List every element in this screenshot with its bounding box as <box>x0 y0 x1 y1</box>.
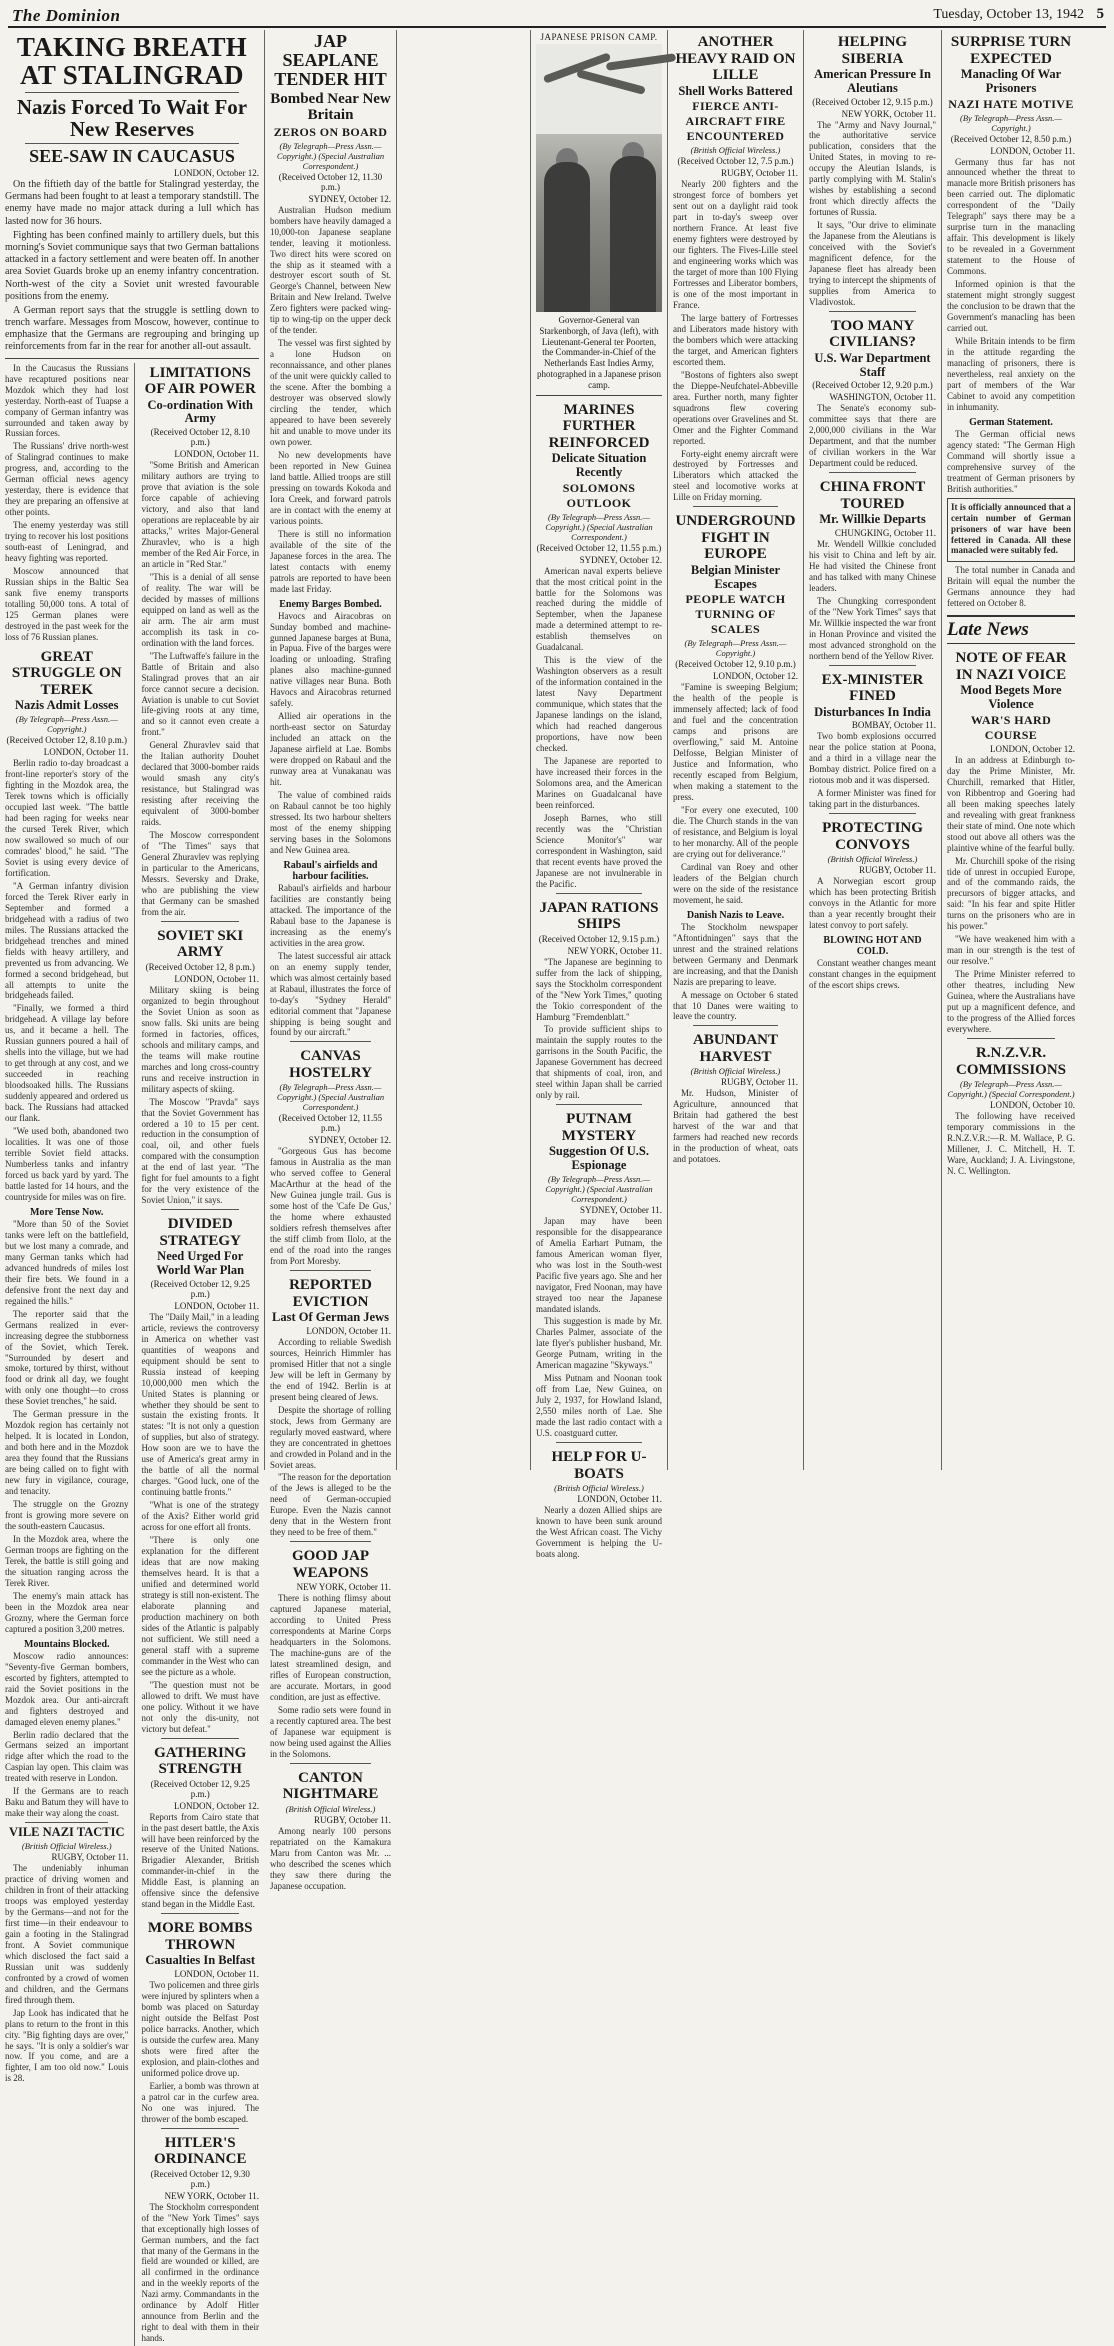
article-deck: PEOPLE WATCH TURNING OF SCALES <box>685 592 786 637</box>
dateline: LONDON, October 11. <box>174 449 260 460</box>
dateline: LONDON, October 11. <box>577 1494 662 1505</box>
article-paragraph: Joseph Barnes, who still recently was the "Christian Science Monitor's" war correspondent in Washington, said that recent events have proved the Japanese are not invulnerable in the Pacific. <box>536 812 662 889</box>
article-paragraph: The total number in Canada and Britain will equal the number the Germans announce they had fettered on October 8. <box>947 565 1075 609</box>
photo-title: JAPANESE PRISON CAMP. <box>540 32 658 42</box>
article-paragraph: This suggestion is made by Mr. Charles Palmer, associate of the late flyer's publisher husband, Mr. George Putnam, writing in the American magazine "Skyways." <box>536 1316 662 1371</box>
prison-camp-photo <box>536 44 662 312</box>
dateline: SYDNEY, October 12. <box>579 554 662 565</box>
article-paragraph: No new developments have been reported in New Guinea land battle. Allied troops are still pressing on towards Kokoda and Iora Creek, and forward patrols are in contact with the enemy at various points. <box>270 449 391 526</box>
article-subheadline: Shell Works Battered <box>678 83 793 98</box>
article-paragraph: "We have weakened him with a man in our strength is the test of our resolve." <box>947 934 1075 967</box>
article-paragraph: Berlin radio declared that the Germans seized an important ridge after which the road to the Caspian lay open. This claim was treated with reserve in London. <box>5 1729 129 1784</box>
credit-line: (By Telegraph—Press Assn.—Copyright.) <box>684 638 787 659</box>
article-headline: HITLER'S ORDINANCE <box>153 2134 247 2168</box>
article-paragraph: "Bostons of fighters also swept the Dieppe-Neufchatel-Abbeville area. Further north, many fighter squadrons flew covering operations over Gravelines and St. Omer and the Fighter Command reported. <box>673 369 798 446</box>
received-line: (Received October 12, 9.20 p.m.) <box>812 380 933 391</box>
article-paragraph: The enemy's main attack has been in the Mozdok area near Grozny, where the German force captured a position 3,200 metres. <box>5 1590 129 1634</box>
dateline: RUGBY, October 11. <box>721 168 798 179</box>
late-news-banner: Late News <box>947 615 1075 644</box>
article-subheadline: Bombed Near New Britain <box>270 90 391 124</box>
lead-subcolumn <box>141 363 259 2346</box>
received-line: (Received October 12, 9.15 p.m.) <box>812 96 933 107</box>
article-paragraph: Among nearly 100 persons repatriated on the Kamakura Maru from Canton was Mr. ... who described the scenes which they saw there during the Japanese occupation. <box>270 1825 391 1891</box>
received-line: (Received October 12, 7.5 p.m.) <box>677 156 794 167</box>
article-subheadline: Manacling Of War Prisoners <box>960 67 1062 95</box>
article-paragraph: "Famine is sweeping Belgium; the health of the people is immensely affected; lack of food and fuel and the concentration camps and prisons are overflowing," said M. Antoine Delfosse, Belgian Minister of Justice and Information, who recently escaped from Belgium, when making a statement to the press. <box>673 682 798 803</box>
column-3 <box>265 30 396 1891</box>
credit-line: (By Telegraph—Press Assn.—Copyright.) (Special Australian Correspondent.) <box>276 1082 385 1113</box>
article-paragraph: Japan may have been responsible for the disappearance of Amelia Earhart Putnam, the famous American woman flyer, who was lost in the South-west Pacific five years ago. She and her navigator, Fred Noonan, may have strayed too near the Japanese mandated islands. <box>536 1215 662 1314</box>
article-headline: JAPAN RATIONS SHIPS <box>539 899 659 933</box>
article-headline: NOTE OF FEAR IN NAZI VOICE <box>955 650 1067 683</box>
article-paragraph: A former Minister was fined for taking part in the disturbances. <box>809 788 936 810</box>
dateline: LONDON, October 10. <box>990 1100 1075 1111</box>
article-paragraph: The undeniably inhuman practice of driving women and children in front of their attacking troops was employed yesterday by the Germans—and not for the first time—in their endeavour to gain a footing in the Stalingrad front. A Soviet communique which disclosed the fact said a Russian unit was suddenly confronted by a crowd of women and children, and the Germans fired through them. <box>5 1863 129 2005</box>
dateline: LONDON, October 11. <box>174 1300 260 1311</box>
article-headline: SURPRISE TURN EXPECTED <box>950 34 1072 67</box>
article-paragraph: American naval experts believe that the most critical point in the battle for the Solomons was reached during the middle of September, when the Japanese made a determined attempt to re-establish themselves on Guadalcanal. <box>536 565 662 653</box>
article-paragraph: If the Germans are to reach Baku and Batum they will have to make their way along the coast. <box>5 1786 129 1819</box>
article-headline: HELPING SIBERIA <box>837 34 908 67</box>
official-announcement-box <box>947 498 1075 563</box>
article-paragraph: The reporter said that the Germans realized in ever-increasing degree the stubborness of the Soviet, which Terek. "Surrounded by desert and smoke, tortured by thirst, without food or drink all day, we fought with only one thought—to cross these Soviet trenches," he said. <box>5 1308 129 1407</box>
article-subheadline: Mr. Willkie Departs <box>819 512 926 527</box>
credit-line: (By Telegraph—Press Assn.—Copyright.) (Special Australian Correspondent.) <box>276 140 385 171</box>
article-paragraph: The "Daily Mail," in a leading article, reviews the controversy in America on whether vast quantities of weapons and equipment should be sent to Russia instead of keeping 10,000,000 men which the United States is planning or whether they should be sent to sustain the existing fronts. It states: "It is not only a question of supplies, but also of strategy. How soon are we to have the use of America's great army in the battle of all the normal charges. "Good luck, one of the continuing battle fronts." <box>141 1311 260 1498</box>
article-paragraph: Havocs and Airacobras on Sunday bombed and machine-gunned Japanese barges at Buna, in Papua. Five of the barges were loading or unloading. Strafing planes also machine-gunned native villages near Buna. Both Havocs and Airacobras returned safely. <box>270 610 391 709</box>
photo-caption: Governor-General van Starkenborgh, of Java (left), with Lieutenant-General ter Poorten, the Commander-in-Chief of the Netherlands East Indies Army, photographed in a Japanese prison camp. <box>537 315 661 390</box>
article-headline: R.N.Z.V.R. COMMISSIONS <box>955 1045 1067 1078</box>
dateline: LONDON, October 11. <box>306 1325 391 1336</box>
article-paragraph: Two bomb explosions occurred near the police station at Poona, and a third in a village near the Bombay district. Police fired on a riotous mob and it was dispersed. <box>809 731 936 786</box>
article-paragraph: Some radio sets were found in a recently captured area. The best of Japanese war equipment is now being used against the Allies in the Solomons. <box>270 1704 391 1759</box>
dateline: RUGBY, October 11. <box>51 1852 129 1863</box>
article-subheadline: U.S. War Department Staff <box>814 350 931 379</box>
article-paragraph: "For every one executed, 100 die. The Church stands in the van of resistance, and Belgium is loyal to her monarchy. All of the people are crying out for deliverance." <box>673 805 798 859</box>
received-line: (Received October 12, 9.10 p.m.) <box>675 659 796 670</box>
article-paragraph: The Russians' drive north-west of Stalingrad continues to make progress, and, according to the German official news agency yesterday, there is evidence that they are preparing an offensive at other points. <box>5 441 129 518</box>
received-line: (Received October 12, 8 p.m.) <box>145 961 255 972</box>
article-headline: CANVAS HOSTELRY <box>289 1048 372 1081</box>
announcement-text: It is officially announced that a certain number of German prisoners of war have been fettered in Canada. All these manacled were suitably fed. <box>951 501 1071 556</box>
article-paragraph: The vessel was first sighted by a lone Hudson on reconnaissance, and other planes of the unit were quickly called to the scene. After the bombing a destroyer was observed slowly circling the tender, which appeared to have been severely hit and unable to move under its own power. <box>270 338 391 448</box>
article-headline: GREAT STRUGGLE ON TEREK <box>11 648 122 698</box>
lead-headline: TAKING BREATH AT STALINGRAD <box>16 32 248 90</box>
section-subhead: Enemy Barges Bombed. <box>279 598 382 610</box>
lead-paragraph: Fighting has been confined mainly to artillery duels, but this morning's Soviet communique says that two German battalions attacked in a factory settlement and were beaten off. In another area Soviet Guards broke up an enemy infantry concentration. North-west of the city a Soviet unit wrested favourable positions from the enemy. <box>5 229 259 302</box>
article-subheadline: American Pressure In Aleutians <box>814 67 931 95</box>
section-subhead: Mountains Blocked. <box>23 1638 110 1650</box>
credit-line: (British Official Wireless.) <box>554 1483 644 1494</box>
section-subhead: German Statement. <box>969 416 1053 428</box>
article-subheadline: Suggestion Of U.S. Espionage <box>548 1144 650 1173</box>
article-paragraph: "This is a denial of all sense of reality. The war will be decided by masses of millions equipped on land as well as the air arm. The air arm must accomplish its task in co-ordination with the land forces. <box>141 571 260 648</box>
article-subheadline: Need Urged For World War Plan <box>156 1249 245 1278</box>
newspaper-title: The Dominion <box>12 6 121 25</box>
article-paragraph: Mr. Wendell Willkie concluded his visit to China and left by air. He had visited the Chinese front and has talked with many Chinese leaders. <box>809 539 936 593</box>
article-headline: JAP SEAPLANE TENDER HIT <box>274 31 387 89</box>
article-paragraph: There is still no information available of the site of the Japanese forces in the area. The latest contacts with enemy patrols are reported to have been made last Friday. <box>270 528 391 594</box>
article-headline: CHINA FRONT TOURED <box>819 479 926 512</box>
article-paragraph: In the Caucasus the Russians have recaptured positions near Mozdok which they had lost yesterday. North-east of Tuapse a company of German infantry was surrounded and taken away by Russian forces. <box>5 362 129 439</box>
article-subheadline: Delicate Situation Recently <box>551 451 647 479</box>
article-paragraph: Rabaul's airfields and harbour facilities are constantly being attacked. The importance of the Rabaul base to the Japanese is increasing as the enemy's activities in the area grow. <box>270 882 391 948</box>
credit-line: (By Telegraph—Press Assn.—Copyright.) <box>15 714 118 735</box>
dateline: NEW YORK, October 11. <box>164 2190 260 2201</box>
article-deck: WAR'S HARD COURSE <box>970 712 1052 742</box>
received-line: (Received October 12, 11.55 p.m.) <box>278 1113 383 1134</box>
section-subhead: More Tense Now. <box>30 1206 104 1218</box>
article-paragraph: Allied air operations in the north-east sector on Saturday included an attack on the Japanese airfield at Lae. Bombs were dropped on Rabaul and the runway area at Vunakanau was hit. <box>270 711 391 788</box>
article-paragraph: The Moscow "Pravda" says that the Soviet Government has ordered a 10 to 15 per cent. reduction in the consumption of coal, oil, and other fuels compared with the consumption at the end of last year. "The fight for fuel amounts to a fight for the very existence of the Soviet Union," it says. <box>141 1096 260 1206</box>
article-paragraph: Constant weather changes meant constant changes in the equipment of the escort ships crews. <box>809 958 936 990</box>
page-edge <box>1081 30 1114 1470</box>
column-6 <box>804 30 941 1470</box>
article-paragraph: The Senate's economy sub-committee says that there are 2,000,000 civilians in the War Department, and that the number of civilian workers in the War Department could be reduced. <box>809 403 936 469</box>
article-paragraph: Mr. Hudson, Minister of Agriculture, announced that Britain had gathered the best harvest of the war and that farmers had reached new records in the production of wheat, oats and potatoes. <box>673 1088 798 1165</box>
article-headline: VILE NAZI TACTIC <box>8 1825 125 1840</box>
article-paragraph: Military skiing is being organized to begin throughout the Soviet Union as soon as snow falls. Ski units are being formed in factories, offices, schools and military camps, and the teams will make routine marches and long cross-country runs and receive instruction in military aspects of skiing. <box>141 984 260 1094</box>
dateline: WASHINGTON, October 11. <box>829 392 936 403</box>
dateline: CHUNGKING, October 11. <box>834 528 936 539</box>
credit-line: (British Official Wireless.) <box>21 1841 112 1852</box>
article-paragraph: Australian Hudson medium bombers have heavily damaged a 10,000-ton Japanese seaplane tender, leaving it motionless. Two direct hits were scored on the ship as it steamed with a destroyer escort south of St. George's Channel, between New Britain and New Ireland. Twelve Zero fighters were packed wing-tip to wing-tip on the upper deck of the tender. <box>270 204 391 336</box>
article-paragraph: The German official news agency stated: "The German High Command will shortly issue a comprehensive survey of the treatment of German prisoners by British authorities." <box>947 428 1075 494</box>
article-subheadline: Disturbances In India <box>814 704 931 719</box>
column-4 <box>531 30 667 1560</box>
article-paragraph: "We used both, abandoned two localities. It was one of those terrible Soviet field attacks. Numberless tanks and infantry forced us back yard by yard. The battle lasted for 14 hours, and the countryside for miles was on fire. <box>5 1126 129 1202</box>
article-paragraph: Miss Putnam and Noonan took off from Lae, New Guinea, on July 2, 1937, for Howland Island, 2,550 miles north of Lae. She made the last radio contact with a U.S. coastguard cutter. <box>536 1373 662 1439</box>
article-paragraph: Moscow radio announces: "Seventy-five German bombers, escorted by fighters, attempted to raid the Soviet positions in the Mozdok area. Our anti-aircraft and fighters destroyed and damaged eleven enemy planes." <box>5 1650 129 1727</box>
article-headline: MORE BOMBS THROWN <box>147 1920 253 1953</box>
article-paragraph: The latest successful air attack on an enemy supply tender, which was almost certainly based at Rabaul, illustrates the force of to-day's "Sydney Herald" editorial comment that "Japanese shipping is being sought and found by our aircraft." <box>270 950 391 1038</box>
article-paragraph: "More than 50 of the Soviet tanks were left on the battlefield, but we lost many a comrade, and many German tanks which had advanced hundreds of miles lost their fire bets. We found in a defensive front the next day and regained the hills." <box>5 1218 129 1306</box>
article-deck: NAZI HATE MOTIVE <box>948 96 1074 111</box>
article-paragraph: The Chungking correspondent of the "New York Times" says that Mr. Willkie inspected the war front in Honan Province and visited the most advanced stronghold on the northern bend of the Yellow River. <box>809 595 936 661</box>
issue-date: Tuesday, October 13, 1942 <box>933 7 1084 22</box>
lead-subcolumn <box>5 363 128 2346</box>
article-headline: REPORTED EVICTION <box>289 1277 372 1310</box>
article-headline: ANOTHER HEAVY RAID ON LILLE <box>675 34 796 83</box>
article-subheadline: Last Of German Jews <box>272 1310 389 1325</box>
lead-story-column <box>0 30 264 2344</box>
article-paragraph: Forty-eight enemy aircraft were destroyed by Fortresses and Liberators which attacked the steel and locomotive works at Lille on Friday morning. <box>673 448 798 503</box>
dateline: LONDON, October 12. <box>174 168 259 179</box>
article-paragraph: "The Luftwaffe's failure in the Battle of Britain and also Stalingrad proves that an air force cannot secure a decision. Aviation is unable to cut Soviet life-giving roots at any time, and so it cannot even create a front." <box>141 650 260 738</box>
article-paragraph: Berlin radio to-day broadcast a front-line reporter's story of the fighting in the Mozdok area, the Terek towns which is officially occupied last week. "The battle had been raging for weeks near the cursed Terek River, which now swallowed so much of our comrades' blood," he said. "The Soviet is using every device of fortification. <box>5 758 129 878</box>
article-paragraph: The Japanese are reported to have increased their forces in the Solomons area, and the American Marines on Guadalcanal have been reinforced. <box>536 756 662 810</box>
section-subhead: BLOWING HOT AND COLD. <box>823 935 922 958</box>
article-paragraph: Informed opinion is that the statement might strongly suggest the conclusion to be drawn that the Government's manacling has been carried out. <box>947 279 1075 334</box>
article-paragraph: The large battery of Fortresses and Liberators made history with the bombers which were attacking the target, and American fighters escorted them. <box>673 312 798 367</box>
article-paragraph: There is nothing flimsy about captured Japanese material, according to United Press correspondents at Marine Corps headquarters in the Solomons. The machine-guns are of the latest streamlined design, and rifles of European construction, are accurate. Mortars, in good condition, are just as effective. <box>270 1593 391 1703</box>
dateline: BOMBAY, October 11. <box>851 720 936 731</box>
article-headline: SOVIET SKI ARMY <box>157 927 244 961</box>
lead-paragraph: On the fiftieth day of the battle for Stalingrad yesterday, the Germans had been fought to at least a temporary standstill. The enemy have made no major attack during a lull which has lasted now for 36 hours. <box>5 179 259 227</box>
article-headline: GATHERING STRENGTH <box>154 1744 247 1778</box>
credit-line: (British Official Wireless.) <box>827 854 918 865</box>
article-paragraph: Two policemen and three girls were injured by splinters when a bomb was placed on Saturday night outside the Belfast Post police barracks. Another, which is outside the curfew area. Many shots were fired after the explosion, and plain-clothes and uniformed police drove up. <box>141 1980 260 2078</box>
article-headline: DIVIDED STRATEGY <box>159 1216 241 1249</box>
column-7 <box>942 30 1080 1470</box>
dateline: NEW YORK, October 11. <box>567 945 662 956</box>
article-paragraph: While Britain intends to be firm in the attitude regarding the manacling of prisoners, there is nevertheless, real anxiety on the part of members of the War Cabinet to avoid any competition in inhumanity. <box>947 336 1075 412</box>
dateline: LONDON, October 11. <box>174 973 260 984</box>
masthead <box>8 4 1106 28</box>
received-line: (Received October 12, 9.25 p.m.) <box>150 1778 250 1799</box>
article-paragraph: The Stockholm newspaper "Aftontidningen" says that the unrest and the strained relations between Germany and Denmark are increasing, and that the Danish Nazis are preparing to leave. <box>673 921 798 987</box>
article-headline: CANTON NIGHTMARE <box>282 1769 379 1803</box>
article-paragraph: Nearly a dozen Allied ships are known to have been sunk around the West African coast. The Vichy Government is helping the U-boats along. <box>536 1505 662 1560</box>
article-paragraph: "Gorgeous Gus has become famous in Australia as the man who served coffee to General MacArthur at the head of the New Guinea jungle trail. Gus is some host of the 'Cafe De Gus,' the home where exhausted soldiers refresh themselves after the stiff climb from Ilolo, at the end of the road into the ranges from Port Moresby. <box>270 1146 391 1267</box>
article-subheadline: Co-ordination With Army <box>147 397 253 426</box>
article-paragraph: "The Japanese are beginning to suffer from the lack of shipping, says the Stockholm correspondent of the "New York Times," quoting the Tokio correspondent of the Hamburg "Fremdenblatt." <box>536 956 662 1022</box>
column-5 <box>668 30 803 1470</box>
dateline: LONDON, October 11. <box>990 145 1075 156</box>
article-headline: PUTNAM MYSTERY <box>561 1111 637 1144</box>
credit-line: (British Official Wireless.) <box>690 145 781 156</box>
article-paragraph: In an address at Edinburgh to-day the Prime Minister, Mr. Churchill, remarked that Hitler, von Ribbentrop and Goering had all been making speeches lately and revealing with great frankness their state of mind. One note which stood out above all others was the plaintive whine of the fearful bully. <box>947 754 1075 853</box>
dateline: SYDNEY, October 12. <box>308 1135 391 1146</box>
dateline: LONDON, October 12. <box>174 1800 260 1811</box>
page-number: 5 <box>1096 6 1104 22</box>
dateline: RUGBY, October 11. <box>859 865 936 876</box>
article-paragraph: The struggle on the Grozny front is growing more severe on the south-eastern Caucasus. <box>5 1499 129 1532</box>
article-paragraph: The Moscow correspondent of "The Times" says that General Zhuravlev was replying in particular to the Americans, Messrs. Seversky and Drake, who are publishing the view that Germany can be smashed from the air. <box>141 830 260 917</box>
article-headline: LIMITATIONS OF AIR POWER <box>144 364 256 398</box>
article-paragraph: To provide sufficient ships to maintain the supply routes to the garrisons in the South Pacific, the Japanese Government has decreed that shipments of coal, iron, and steel within Japan shall be carried only by rail. <box>536 1024 662 1101</box>
article-headline: GOOD JAP WEAPONS <box>291 1548 370 1581</box>
credit-line: (British Official Wireless.) <box>690 1066 781 1077</box>
received-line: (Received October 12, 8.10 p.m.) <box>6 735 127 746</box>
article-headline: PROTECTING CONVOYS <box>822 820 923 853</box>
received-line: (Received October 12, 11.55 p.m.) <box>536 542 662 553</box>
article-subheadline: Casualties In Belfast <box>145 1953 256 1968</box>
article-paragraph: The Prime Minister referred to other theatres, including New Guinea, where the Australians have put up a magnificent defence, and to the progress of the Allied forces everywhere. <box>947 969 1075 1035</box>
article-paragraph: A message on October 6 stated that 10 Danes were waiting to leave the country. <box>673 989 798 1022</box>
received-line: (Received October 12, 11.30 p.m.) <box>278 171 383 192</box>
article-paragraph: Cardinal van Roey and other leaders of the Belgian church were on the side of the resistance movement, he said. <box>673 861 798 905</box>
article-paragraph: "What is one of the strategy of the Axis? Either world grid across for one effort all fronts. <box>141 1500 260 1533</box>
article-paragraph: "Finally, we formed a third bridgehead. A village lay before us, and it became a hell. The Russian gunners poured a hail of shells into the village, but we had to get through at any cost, and we succeeded in reaching bloodsoaked hills. The Russians suddenly appeared and ordered us back. The Russians had attacked our flank. <box>5 1003 129 1124</box>
dateline: RUGBY, October 11. <box>721 1077 798 1088</box>
article-paragraph: The German pressure in the Mozdok region has certainly not helped. It is located in London, and both here and in the Mozdok area they found that the Russians are being called on to fight with new fury in vigilance, courage, and tenacity. <box>5 1409 129 1497</box>
dateline: RUGBY, October 11. <box>314 1814 391 1825</box>
article-paragraph: "A German infantry division forced the Terek River early in September and formed a bridgehead with a radius of two miles. The Russians attacked the bridgehead trenches and mined fields with heavy artillery, and prevented us from advancing. We formed a second bridgehead, but all attempts to unite the bridgeheads failed. <box>5 880 129 1001</box>
article-paragraph: This is the view of the Washington observers as a result of the information contained in the latest Navy Department communique, which states that the Japanese landings on the island, which had reached dangerous proportions, have now been checked. <box>536 655 662 754</box>
article-headline: TOO MANY CIVILIANS? <box>829 317 916 351</box>
article-paragraph: General Zhuravlev said that the Italian authority Douhet declared that 3000-bomber raids would smash any city's resistance, but Stalingrad was resisting after receiving the equivalent of 3000-bomber raids. <box>141 740 260 828</box>
dateline: SYDNEY, October 12. <box>308 193 391 204</box>
article-headline: MARINES FURTHER REINFORCED <box>548 401 650 451</box>
article-paragraph: In the Mozdok area, where the German troops are fighting on the Terek, the battle is still going and the situation ranging across the Terek River. <box>5 1534 129 1588</box>
article-paragraph: Mr. Churchill spoke of the rising tide of unrest in occupied Europe, and of the commando raids, the precursors of bigger attacks, and said: "In his fear and spite Hitler turns on the prisoners who are in his power." <box>947 855 1075 932</box>
dateline: LONDON, October 12. <box>713 671 798 682</box>
lead-deck: SEE-SAW IN CAUCASUS <box>29 146 235 167</box>
received-line: (Received October 12, 9.15 p.m.) <box>538 933 660 944</box>
received-line: (Received October 12, 8.50 p.m.) <box>950 133 1072 144</box>
article-paragraph: Reports from Cairo state that in the past desert battle, the Axis will have been reinforced by the reserve of the United Nations. Brigadier Alexander, British commander-in-chief in the Middle East, is planning an offensive since the defensive stand began in the Middle East. <box>141 1811 260 1910</box>
dateline: LONDON, October 11. <box>174 1969 260 1980</box>
article-subheadline: Mood Begets More Violence <box>960 683 1062 712</box>
received-line: (Received October 12, 9.25 p.m.) <box>150 1278 250 1299</box>
lead-paragraph: A German report says that the struggle is settling down to trench warfare. Messages from Moscow, however, continue to emphasize that the Germans are regrouping and bringing up reinforcements from far in the rear for another all-out assault. <box>5 304 259 353</box>
credit-line: (By Telegraph—Press Assn.—Copyright.) <box>960 112 1062 133</box>
article-paragraph: A Norwegian escort group which has been protecting British convoys in the Atlantic for more than a year recently brought their latest convoy to port safely. <box>809 876 936 931</box>
article-headline: ABUNDANT HARVEST <box>692 1032 778 1065</box>
section-subhead: Danish Nazis to Leave. <box>686 909 785 921</box>
article-paragraph: Germany thus far has not announced whether the threat to manacle more British prisoners has been carried out. The diplomatic correspondent of the "Daily Telegraph" says there may be a surprise turn in the manacling affair. This development is likely to be revealed in a Government statement to the House of Commons. <box>947 156 1075 277</box>
article-paragraph: "The reason for the deportation of the Jews is alleged to be the need of German-occupied Europe. Even the Nazis cannot deny that in the Western front they need to be free of them." <box>270 1472 391 1538</box>
received-line: (Received October 12, 8.10 p.m.) <box>150 427 250 448</box>
dateline: NEW YORK, October 11. <box>296 1582 391 1593</box>
article-subheadline: Nazis Admit Losses <box>14 698 119 713</box>
credit-line: (By Telegraph—Press Assn.—Copyright.) (Special Australian Correspondent.) <box>545 1173 653 1204</box>
article-paragraph: The value of combined raids on Rabaul cannot be too highly stressed. Its two harbour shelters most of the enemy shipping serving bases in the Solomons and New Guinea area. <box>270 790 391 855</box>
article-headline: EX-MINISTER FINED <box>821 671 924 705</box>
article-paragraph: Earlier, a bomb was thrown at a patrol car in the curfew area. No one was injured. The thrower of the bomb escaped. <box>141 2080 260 2124</box>
dateline: SYDNEY, October 11. <box>580 1204 662 1215</box>
article-subheadline: Belgian Minister Escapes <box>690 562 781 591</box>
article-headline: UNDERGROUND FIGHT IN EUROPE <box>675 513 796 563</box>
article-deck: ZEROS ON BOARD <box>273 124 388 139</box>
article-paragraph: Despite the shortage of rolling stock, Jews from Germany are regularly moved eastward, where they are concentrated in ghettoes and crowded in Poland and in the Soviet areas. <box>270 1404 391 1470</box>
credit-line: (British Official Wireless.) <box>285 1803 376 1814</box>
received-line: (Received October 12, 9.30 p.m.) <box>150 2168 250 2189</box>
article-paragraph: "Some British and American military authors are trying to prove that aviation is the sole force capable of achieving victory, and also that land operations are replaceable by air attacks," writes Major-General Zhuravlev, who is a high member of the Red Air Force, in an article in "Red Star." <box>141 460 260 569</box>
article-paragraph: The enemy yesterday was still trying to recover his lost positions south-east of Leningrad, and heavy fighting was reported. <box>5 520 129 564</box>
column-rule <box>396 30 397 1470</box>
column-spacer <box>942 30 952 1470</box>
article-paragraph: The "Army and Navy Journal," the authoritative service publication, considers that the United States, in moving to re-occupy the Aleutian Islands, is partly complying with M. Stalin's wishes by establishing a second front which directly affects the fortunes of Russia. <box>809 119 936 218</box>
article-deck: SOLOMONS OUTLOOK <box>562 480 636 510</box>
article-paragraph: The Stockholm correspondent of the "New York Times" says that exceptionally high losses of German numbers, and the fact that many of the Germans in the field are wounded or killed, are all confirmed in the ordinance and in the weekly reports of the Nazi army. Commandants in the ordinance by Adolf Hitler announce from Berlin and the right to deal with them in their hands. <box>141 2201 260 2344</box>
article-deck: FIERCE ANTI-AIRCRAFT FIRE ENCOUNTERED <box>685 99 786 144</box>
article-paragraph: Jap Look has indicated that he plans to return to the front in this city. "Big fighting days are over," he says. "It is only a soldier's war now. If you come, and are a fighter, I am too old now." Louis is 28. <box>5 2007 129 2084</box>
article-paragraph: Nearly 200 fighters and the strongest force of bombers yet sent out on a daylight raid took part in to-day's sweep over northern France. At least five enemy fighters were destroyed by our fighters. The Fives-Lille steel and engineering works which was the target of more than 100 Flying Fortresses and Liberator bombers, is one of the most important in France. <box>673 179 798 310</box>
credit-line: (By Telegraph—Press Assn.—Copyright.) (Special Correspondent.) <box>947 1079 1075 1100</box>
article-headline: HELP FOR U-BOATS <box>551 1449 647 1482</box>
section-subhead: Rabaul's airfields and harbour facilities. <box>283 859 378 882</box>
dateline: NEW YORK, October 11. <box>841 108 936 119</box>
article-paragraph: According to reliable Swedish sources, Heinrich Himmler has promised Hitler that not a single Jew will be left in Germany by the end of 1942. Berlin is at present being cleared of Jews. <box>270 1336 391 1402</box>
article-paragraph: "There is only one explanation for the different ideas that are now making themselves heard. It is that a unified and determined world strategy is still non-existent. The elaborate planning and production machinery on both sides of the Atlantic is palpably not sufficient. We still need a general staff with a supreme commander in the West who can see the picture as a whole. <box>141 1535 260 1677</box>
credit-line: (By Telegraph—Press Assn.—Copyright.) (Special Australian Correspondent.) <box>545 511 653 542</box>
article-paragraph: Moscow announced that Russian ships in the Baltic Sea sank five enemy transports totalling 50,000 tons. A total of 125 German planes were destroyed in the past week for the loss of 76 Russian planes. <box>5 566 129 642</box>
lead-subheadline: Nazis Forced To Wait For New Reserves <box>16 95 248 142</box>
article-paragraph: It says, "Our drive to eliminate the Japanese from the Aleutians is conceived with the Soviet's magnificent defence, for the Japanese fleet has already been trying to intercept the shipments of supplies from America to Vladivostok. <box>809 220 936 307</box>
dateline: LONDON, October 11. <box>43 747 129 758</box>
dateline: LONDON, October 12. <box>990 743 1075 754</box>
article-paragraph: "The question must not be allowed to drift. We must have one policy. Without it we have not only the dis-unity, not victory but defeat." <box>141 1679 260 1734</box>
article-paragraph: The following have received temporary commissions in the R.N.Z.V.R.:—R. M. Wallace, P. G. Millener, J. C. Mitchell, H. T. Ware, Auckland; J. A. Livingstone, N. C. Wellington. <box>947 1111 1075 1176</box>
